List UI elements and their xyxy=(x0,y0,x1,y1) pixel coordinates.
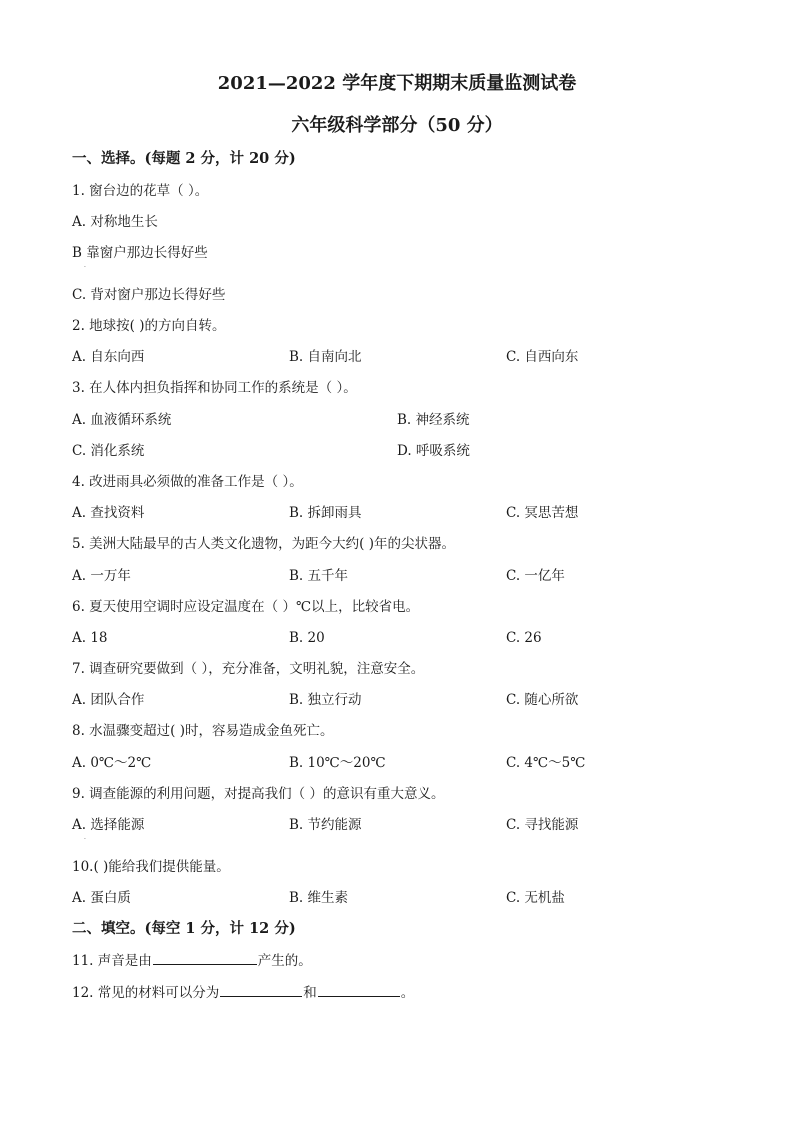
question-11 xyxy=(72,950,312,971)
q8-option-c: C. 4℃～5℃ xyxy=(506,755,586,771)
q10-option-a: A. 蛋白质 xyxy=(72,890,131,906)
q2-option-a: A. 自东向西 xyxy=(72,349,145,365)
q9-option-a: A. 选择能源 xyxy=(72,817,145,833)
q6-option-b: B. 20 xyxy=(289,630,325,646)
q11-text-post: 产生的。 xyxy=(257,953,312,969)
q11-answer-blank[interactable] xyxy=(153,950,257,965)
q9-option-c: C. 寻找能源 xyxy=(506,817,579,833)
q5-option-a: A. 一万年 xyxy=(72,568,131,584)
q5-option-b: B. 五千年 xyxy=(289,568,349,584)
question-5: 5. 美洲大陆最早的古人类文化遗物，为距今大约( )年的尖状器。 xyxy=(72,536,455,552)
exam-subtitle: 六年级科学部分（50 分） xyxy=(291,115,503,136)
question-3: 3. 在人体内担负指挥和协同工作的系统是（ ）。 xyxy=(72,380,357,396)
q1-option-b: B 靠窗户那边长得好些 xyxy=(72,245,208,261)
question-7: 7. 调查研究要做到（ ），充分准备，文明礼貌，注意安全。 xyxy=(72,661,425,677)
question-2: 2. 地球按( )的方向自转。 xyxy=(72,318,226,334)
exam-title: 2021—2022 学年度下期期末质量监测试卷 xyxy=(217,73,577,94)
q6-option-c: C. 26 xyxy=(506,630,542,646)
question-9: 9. 调查能源的利用问题，对提高我们（ ）的意识有重大意义。 xyxy=(72,786,445,802)
question-4: 4. 改进雨具必须做的准备工作是（ ）。 xyxy=(72,474,303,490)
q3-option-d: D. 呼吸系统 xyxy=(397,443,470,459)
q12-answer-blank-2[interactable] xyxy=(318,982,400,997)
question-10: 10.( )能给我们提供能量。 xyxy=(72,859,230,875)
q5-option-c: C. 一亿年 xyxy=(506,568,565,584)
question-8: 8. 水温骤变超过( )时，容易造成金鱼死亡。 xyxy=(72,723,334,739)
q1-option-c: C. 背对窗户那边长得好些 xyxy=(72,287,226,303)
stray-dot: · xyxy=(84,836,86,843)
section-1-heading: 一、选择。(每题 2 分，计 20 分) xyxy=(72,150,296,167)
q12-text-mid: 和 xyxy=(303,985,317,1001)
q4-option-b: B. 拆卸雨具 xyxy=(289,505,362,521)
q10-option-b: B. 维生素 xyxy=(289,890,349,906)
q7-option-b: B. 独立行动 xyxy=(289,692,362,708)
q6-option-a: A. 18 xyxy=(72,630,108,646)
q3-option-c: C. 消化系统 xyxy=(72,443,145,459)
q8-option-a: A. 0℃～2℃ xyxy=(72,755,152,771)
q7-option-a: A. 团队合作 xyxy=(72,692,145,708)
q4-option-a: A. 查找资料 xyxy=(72,505,145,521)
q2-option-b: B. 自南向北 xyxy=(289,349,362,365)
q12-text-pre: 12. 常见的材料可以分为 xyxy=(72,985,220,1001)
q8-option-b: B. 10℃～20℃ xyxy=(289,755,386,771)
q12-text-post: 。 xyxy=(400,985,415,1001)
q7-option-c: C. 随心所欲 xyxy=(506,692,579,708)
q3-option-b: B. 神经系统 xyxy=(397,412,470,428)
question-12 xyxy=(72,982,414,1003)
stray-dot: · xyxy=(84,264,86,271)
q4-option-c: C. 冥思苦想 xyxy=(506,505,579,521)
q9-option-b: B. 节约能源 xyxy=(289,817,362,833)
question-1: 1. 窗台边的花草（ ）。 xyxy=(72,183,209,199)
section-2-heading: 二、填空。(每空 1 分，计 12 分) xyxy=(72,920,296,937)
question-6: 6. 夏天使用空调时应设定温度在（ ）℃以上，比较省电。 xyxy=(72,599,420,615)
q1-option-a: A. 对称地生长 xyxy=(72,214,158,230)
q3-option-a: A. 血液循环系统 xyxy=(72,412,172,428)
q10-option-c: C. 无机盐 xyxy=(506,890,565,906)
q12-answer-blank-1[interactable] xyxy=(220,982,302,997)
q2-option-c: C. 自西向东 xyxy=(506,349,579,365)
q11-text-pre: 11. 声音是由 xyxy=(72,953,152,969)
